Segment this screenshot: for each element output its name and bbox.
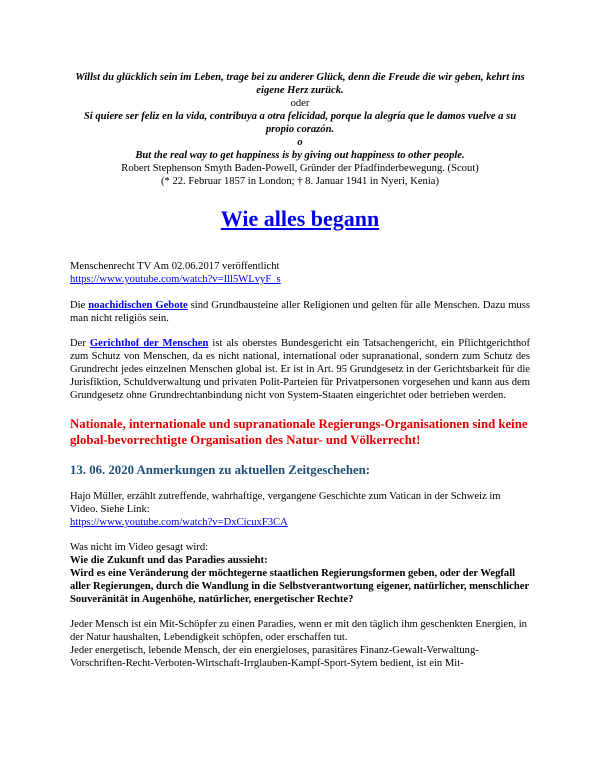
paragraph-hajo <box>70 490 530 529</box>
quote-o: o <box>297 137 303 148</box>
para2-before: Der <box>70 338 90 349</box>
para5-line1: Jeder Mensch ist ein Mit-Schöpfer zu einen Paradies, wenn er mit den täglich ihm geschenkten Energien, in der Natur haushalten, Lebendigkeit schöpfen, oder erschaffen tut. <box>70 619 527 643</box>
para4-bold2: Wird es eine Veränderung der möchtegerne staatlichen Regierungsformen geben, oder der Wegfall aller Regierungen, durch die Wandlung in die Selbstverantwortung eigener, natürlicher, menschlicher Souveränität in Augenhöhe, natürlicher, energetischer Rechte? <box>70 568 529 605</box>
para2-after: ist als oberstes Bundesgericht ein Tatsachengericht, ein Pflichtgerichthof zum Schutz von Menschen, da es nicht national, international oder supranational, sondern zum Schutz des Grundrecht jedes einzelnen Menschen global ist. Er ist in Art. 95 Grundgesetz in der Gerichtsbarkeit für die Jurisfiktion, Schuldverwaltung und privaten Polit-Parteien für Privatpersonen vorgesehen und kann aus dem Grundgesetz ohne Grundrechtanbindung nicht von System-Staaten eingerichtet oder betrieben werden. <box>70 338 530 401</box>
para3-text: Hajo Müller, erzählt zutreffende, wahrhaftige, vergangene Geschichte zum Vatican in der Schweiz im Video. Siehe Link: <box>70 491 501 515</box>
date-heading: 13. 06. 2020 Anmerkungen zu aktuellen Zeitgeschehen: <box>70 463 371 477</box>
document-content <box>70 71 530 670</box>
paragraph-future <box>70 541 530 606</box>
youtube-link-2[interactable]: https://www.youtube.com/watch?v=DxCicuxF3CA <box>70 517 288 528</box>
epigraph-quote <box>70 71 530 188</box>
noachidic-link[interactable]: noachidischen Gebote <box>88 300 188 311</box>
para4-intro: Was nicht im Video gesagt wird: <box>70 542 209 553</box>
paragraph-creator <box>70 618 530 670</box>
paragraph-court <box>70 337 530 402</box>
para1-before: Die <box>70 300 89 311</box>
court-link[interactable]: Gerichthof der Menschen <box>89 338 209 349</box>
title-wrap <box>70 206 530 246</box>
quote-author: Robert Stephenson Smyth Baden-Powell, Gründer der Pfadfinderbewegung. (Scout) <box>121 163 479 174</box>
para4-bold1: Wie die Zukunft und das Paradies aussieht: <box>70 555 268 566</box>
quote-oder: oder <box>290 98 310 109</box>
page-title-link[interactable]: Wie alles begann <box>220 206 380 231</box>
quote-dates: (* 22. Februar 1857 in London; † 8. Januar 1941 in Nyeri, Kenia) <box>160 176 440 187</box>
quote-german: Willst du glücklich sein im Leben, trage bei zu anderer Glück, denn die Freude die wir geben, kehrt ins eigene Herz zurück. <box>75 72 525 96</box>
source-text: Menschenrecht TV Am 02.06.2017 veröffentlicht <box>70 261 280 272</box>
paragraph-noachidic <box>70 299 530 325</box>
quote-spanish: Si quiere ser feliz en la vida, contribuya a otra felicidad, porque la alegría que le damos vuelve a su propio corazón. <box>83 111 517 135</box>
red-heading: Nationale, internationale und supranationale Regierungs-Organisationen sind keine global-bevorrechtigte Organisation des Natur- und Völkerrecht! <box>70 417 528 447</box>
source-block <box>70 260 530 286</box>
youtube-link-1[interactable]: https://www.youtube.com/watch?v=Ill5WLvyF_s <box>70 274 281 285</box>
para1-after: sind Grundbausteine aller Religionen und gelten für alle Menschen. Dazu muss man nicht religiös sein. <box>70 300 530 324</box>
quote-english: But the real way to get happiness is by giving out happiness to other people. <box>135 150 465 161</box>
para5-line2: Jeder energetisch, lebende Mensch, der ein energieloses, parasitäres Finanz-Gewalt-Verwaltung-Vorschriften-Recht-Verboten-Wirtschaft-Irrglauben-Kampf-Sport-Sytem bedient, ist ein Mit- <box>70 645 479 669</box>
